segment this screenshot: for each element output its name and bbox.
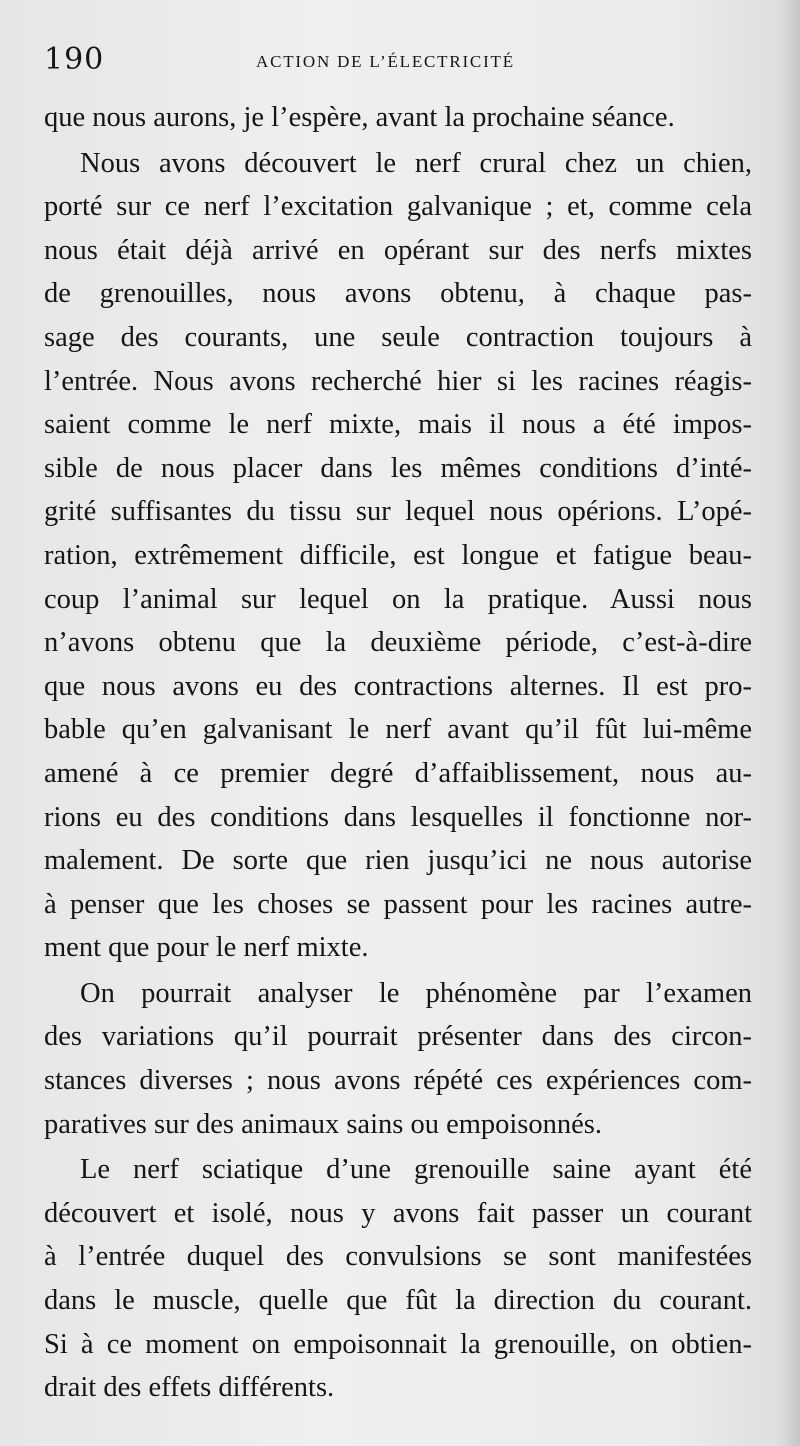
text-line: saient comme le nerf mixte, mais il nous a été impos-	[44, 409, 752, 441]
text-line: n’avons obtenu que la deuxième période, c’est-à-dire	[44, 627, 752, 659]
text-line: Si à ce moment on empoisonnait la grenouille, on obtien-	[44, 1328, 752, 1360]
body-text	[44, 96, 752, 1412]
text-line: rions eu des conditions dans lesquelles il fonctionne nor-	[44, 801, 752, 833]
text-line: sage des courants, une seule contraction toujours à	[44, 321, 752, 353]
text-line: drait des effets différents.	[44, 1372, 335, 1404]
text-line: ment que pour le nerf mixte.	[44, 932, 369, 964]
text-line: que nous aurons, je l’espère, avant la prochaine séance.	[44, 102, 675, 133]
text-line: bable qu’en galvanisant le nerf avant qu’il fût lui-même	[44, 714, 752, 746]
text-line: porté sur ce nerf l’excitation galvanique ; et, comme cela	[44, 191, 752, 223]
text-line: ration, extrêmement difficile, est longue et fatigue beau-	[44, 539, 752, 571]
running-title: ACTION DE L’ÉLECTRICITÉ	[256, 52, 515, 71]
text-line: sible de nous placer dans les mêmes conditions d’inté-	[44, 452, 752, 484]
text-line: à l’entrée duquel des convulsions se sont manifestées	[44, 1241, 752, 1273]
text-line: stances diverses ; nous avons répété ces expériences com-	[44, 1065, 752, 1097]
paragraph	[44, 142, 752, 970]
page-number: 190	[44, 42, 105, 77]
text-line: que nous avons eu des contractions alternes. Il est pro-	[44, 670, 752, 702]
text-line: On pourrait analyser le phénomène par l’examen	[80, 977, 752, 1009]
page-header	[44, 40, 756, 80]
text-line: dans le muscle, quelle que fût la direction du courant.	[44, 1285, 752, 1317]
text-line: à penser que les choses se passent pour les racines autre-	[44, 888, 752, 920]
text-line: Nous avons découvert le nerf crural chez un chien,	[80, 147, 752, 179]
text-line: des variations qu’il pourrait présenter dans des circon-	[44, 1021, 752, 1053]
paragraph	[44, 96, 752, 140]
text-line: découvert et isolé, nous y avons fait passer un courant	[44, 1197, 752, 1229]
text-line: l’entrée. Nous avons recherché hier si les racines réagis-	[44, 365, 752, 397]
text-line: coup l’animal sur lequel on la pratique. Aussi nous	[44, 583, 752, 615]
text-line: grité suffisantes du tissu sur lequel nous opérions. L’opé-	[44, 496, 752, 528]
text-line: nous était déjà arrivé en opérant sur des nerfs mixtes	[44, 234, 752, 266]
paragraph	[44, 972, 752, 1146]
text-line: de grenouilles, nous avons obtenu, à chaque pas-	[44, 278, 752, 310]
text-line: malement. De sorte que rien jusqu’ici ne nous autorise	[44, 845, 752, 877]
paragraph	[44, 1148, 752, 1410]
text-line: amené à ce premier degré d’affaiblissement, nous au-	[44, 757, 752, 789]
text-line: Le nerf sciatique d’une grenouille saine ayant été	[80, 1154, 752, 1186]
text-line: paratives sur des animaux sains ou empoisonnés.	[44, 1108, 603, 1140]
